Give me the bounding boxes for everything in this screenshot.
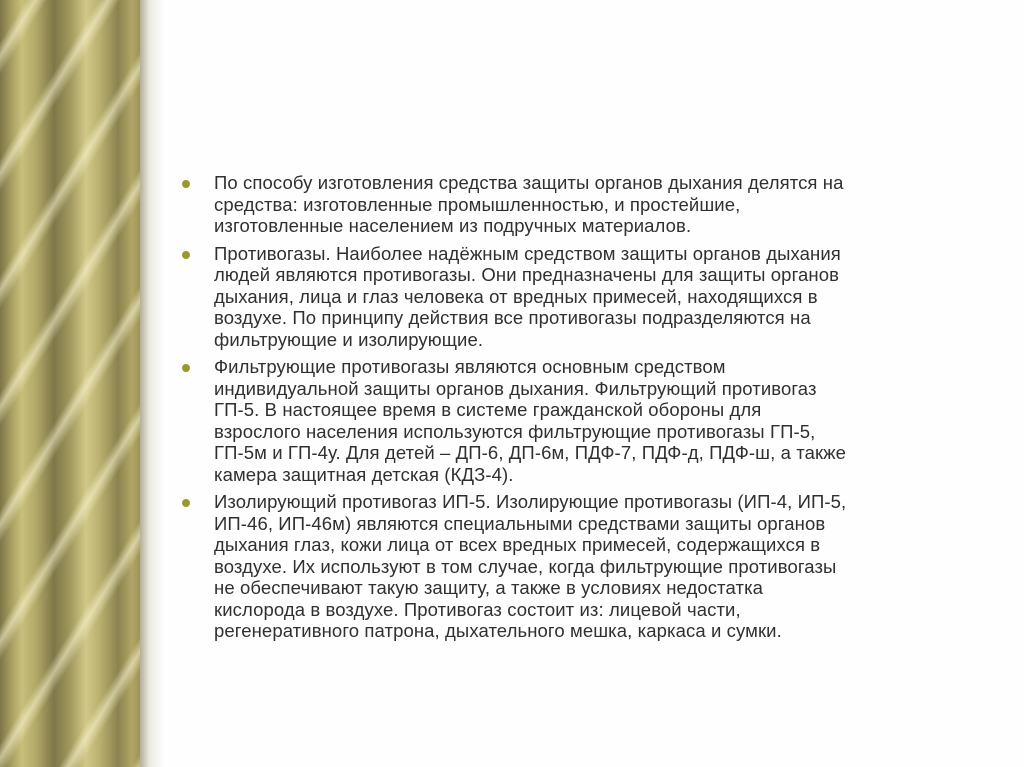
list-item-text: Фильтрующие противогазы являются основным средством индивидуальной защиты органов дыхания. Фильтрующий противогаз ГП-5. В настоящее время в системе гражданской обороны для взрослого населения используются фильтрующие противогазы ГП-5, ГП-5м и ГП-4у. Для детей – ДП-6, ДП-6м, ПДФ-7, ПДФ-д, ПДФ-ш, а также камера защитная детская (КДЗ-4). [214,356,847,485]
list-item-text: Изолирующий противогаз ИП-5. Изолирующие противогазы (ИП-4, ИП-5, ИП-46, ИП-46м) являются специальными средствами защиты органов дыхания глаз, кожи лица от всех вредных примесей, содержащихся в воздухе. Их используют в том случае, когда фильтрующие противогазы не обеспечивают такую защиту, а также в условиях недостатка кислорода в воздухе. Противогаз состоит из: лицевой части, регенеративного патрона, дыхательного мешка, каркаса и сумки. [214,491,847,641]
list-item-text: По способу изготовления средства защиты органов дыхания делятся на средства: изготовленные промышленностью, и простейшие, изготовленные населением из подручных материалов. [214,172,844,236]
bullet-dot-icon [182,364,190,372]
list-item-text: Противогазы. Наиболее надёжным средством защиты органов дыхания людей являются противогазы. Они предназначены для защиты органов дыхания, лица и глаз человека от вредных примесей, находящихся в воздухе. По принципу действия все противогазы подразделяются на фильтрующие и изолирующие. [214,242,841,350]
decorative-gold-pillar [0,0,140,767]
list-item [182,243,1002,351]
bullet-dot-icon [182,499,190,507]
list-item [182,172,1002,237]
bullet-dot-icon [182,180,190,188]
pillar-shadow [140,0,164,767]
list-item [182,356,1002,485]
list-item [182,491,1002,642]
bullet-list [182,172,1002,648]
bullet-dot-icon [182,251,190,259]
